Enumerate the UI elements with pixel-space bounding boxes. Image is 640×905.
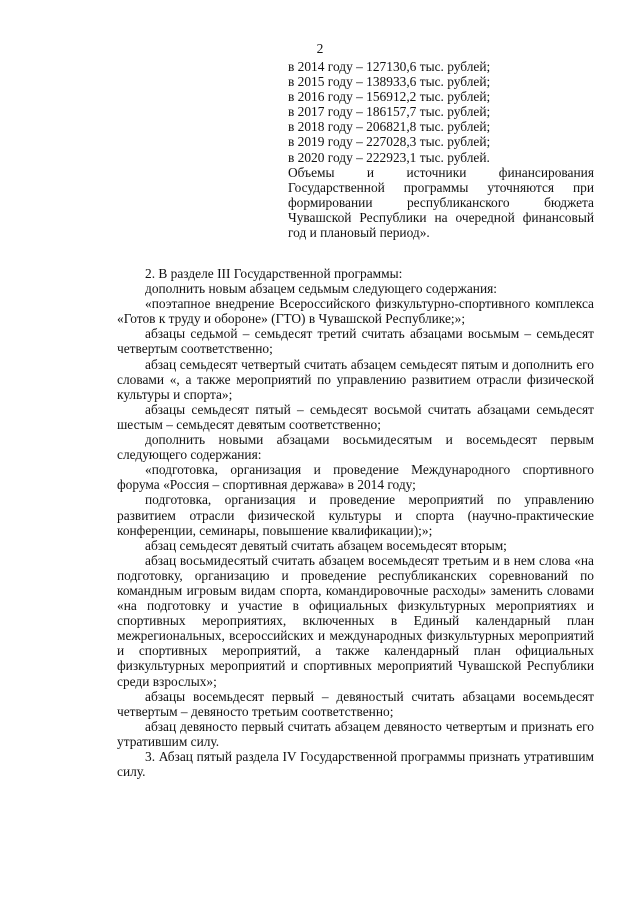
- paragraph: «поэтапное внедрение Всероссийского физкультурно-спортивного комплекса «Готов к труду и обороне» (ГТО) в Чувашской Республике;»;: [117, 296, 594, 327]
- paragraph: подготовка, организация и проведение мероприятий по управлению развитием отрасли физической культуры и спорта (научно-практические конференции, семинары, повышение квалификации);»;: [117, 492, 594, 538]
- financing-line: в 2019 году – 227028,3 тыс. рублей;: [288, 134, 491, 150]
- section-heading-paragraph: 3. Абзац пятый раздела IV Государственной программы признать утратившим силу.: [117, 749, 594, 780]
- financing-line: в 2015 году – 138933,6 тыс. рублей;: [288, 74, 491, 90]
- paragraph: абзац девяносто первый считать абзацем девяносто четвертым и признать его утратившим силу.: [117, 718, 594, 749]
- amendments-body: [117, 266, 594, 779]
- financing-block: [288, 59, 594, 240]
- financing-line: в 2016 году – 156912,2 тыс. рублей;: [288, 89, 491, 105]
- paragraph: абзац семьдесят четвертый считать абзацем семьдесят пятым и дополнить его словами «, а также мероприятий по управлению развитием отрасли физической культуры и спорта»;: [117, 356, 594, 402]
- paragraph: дополнить новыми абзацами восьмидесятым и восемьдесят первым следующего содержания:: [117, 432, 594, 463]
- paragraph: дополнить новым абзацем седьмым следующего содержания:: [145, 281, 497, 297]
- paragraph: абзац семьдесят девятый считать абзацем восемьдесят вторым;: [145, 537, 507, 553]
- paragraph: абзацы восемьдесят первый – девяностый считать абзацами восемьдесят четвертым – девяносто третьим соответственно;: [117, 688, 594, 719]
- paragraph: абзац восьмидесятый считать абзацем восемьдесят третьим и в нем слова «на подготовку, организацию и проведение республиканских соревнований по командным игровым видам спорта, командировочные расходы» заменить словами «на подготовку и участие в официальных физкультурных мероприятиях и спортивных мероприятиях, включенных в Единый календарный план межрегиональных, всероссийских и международных физкультурных мероприятий и спортивных мероприятий, а также календарный план официальных физкультурных мероприятий и спортивных мероприятий Чувашской Республики среди взрослых»;: [117, 552, 594, 689]
- financing-line: в 2018 году – 206821,8 тыс. рублей;: [288, 119, 491, 135]
- page-number: 2: [316, 41, 324, 56]
- financing-line: в 2017 году – 186157,7 тыс. рублей;: [288, 104, 491, 120]
- financing-line: в 2014 году – 127130,6 тыс. рублей;: [288, 59, 491, 74]
- paragraph: абзацы седьмой – семьдесят третий считать абзацами восьмым – семьдесят четвертым соответственно;: [117, 326, 594, 357]
- paragraph: «подготовка, организация и проведение Международного спортивного форума «Россия – спортивная держава» в 2014 году;: [117, 462, 594, 493]
- financing-line: в 2020 году – 222923,1 тыс. рублей.: [288, 149, 490, 165]
- financing-note: Объемы и источники финансирования Государственной программы уточняются при формировании республиканского бюджета Чувашской Республики на очередной финансовый год и плановый период».: [288, 164, 594, 241]
- section-heading-paragraph: 2. В разделе III Государственной программы:: [145, 266, 403, 281]
- paragraph: абзацы семьдесят пятый – семьдесят восьмой считать абзацами семьдесят шестым – семьдесят девятым соответственно;: [117, 401, 594, 432]
